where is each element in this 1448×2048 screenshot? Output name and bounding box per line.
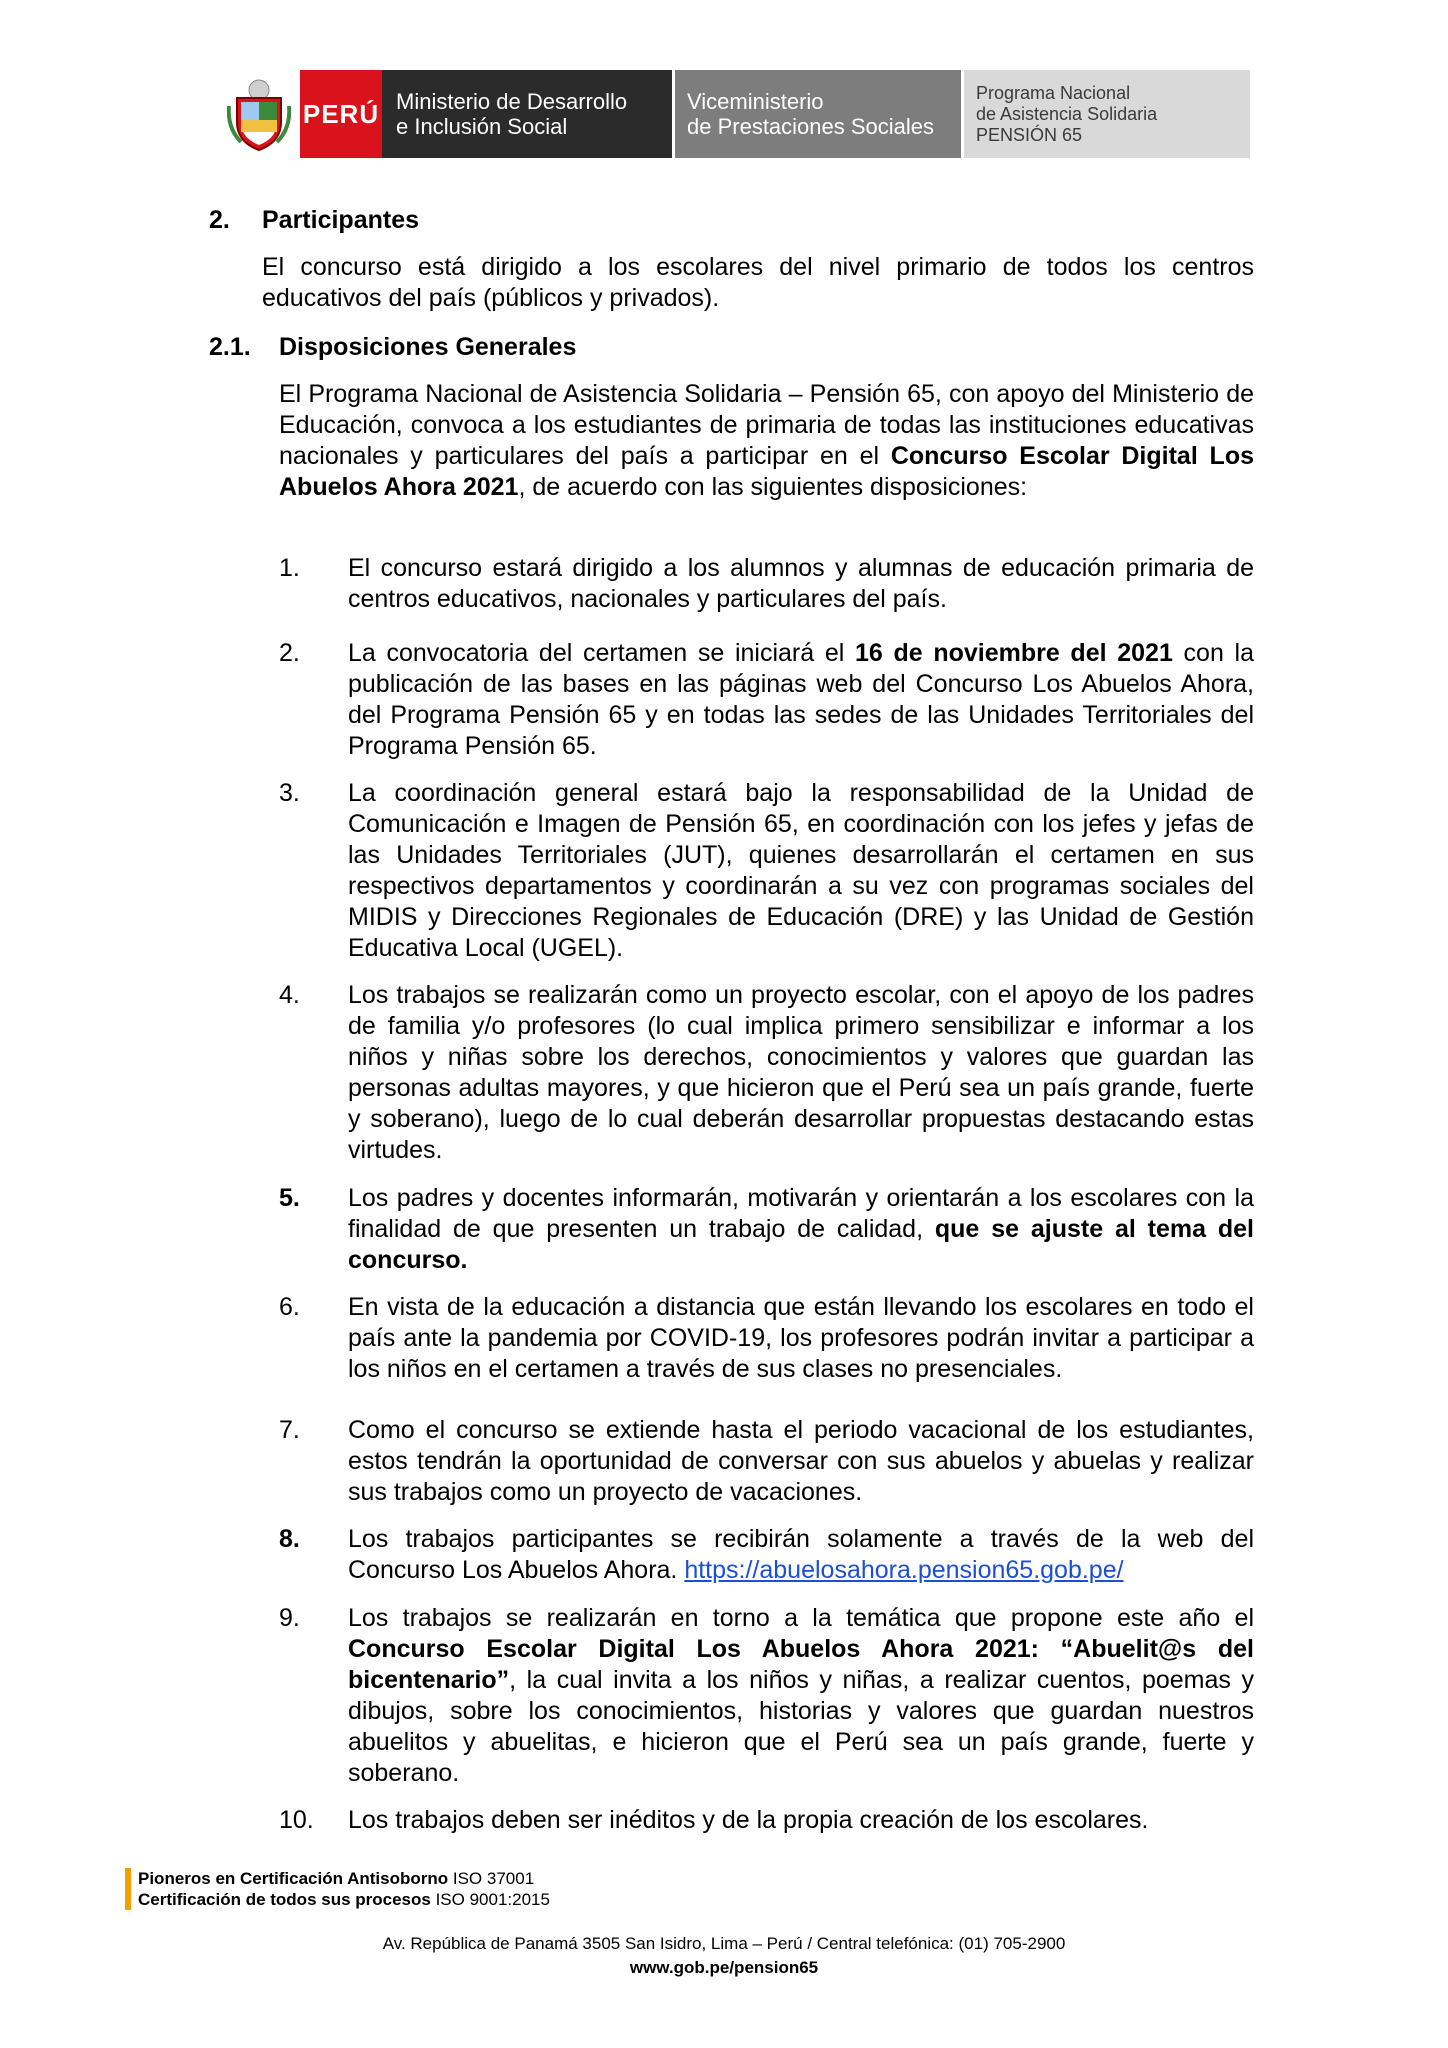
vice-line-1: Viceministerio — [687, 89, 824, 114]
item-2-text-a: La convocatoria del certamen se iniciará el — [348, 639, 855, 667]
intro-text-a: El Programa Nacional de Asistencia Solidaria – Pensión 65, con apoyo del Ministerio de Educación, convoca a los estudiantes de primaria de todas las instituciones educativas nacionales y particulares del país a participar en el — [279, 380, 1254, 470]
item-6-text: En vista de la educación a distancia que están llevando los escolares en todo el país ante la pandemia por COVID-19, los profesores podrán invitar a participar a los niños en el certamen a través de sus clases no presenciales. — [348, 1293, 1254, 1383]
viceministry-block — [675, 70, 961, 158]
program-line-3: PENSIÓN 65 — [976, 124, 1083, 145]
item-8-number: 8. — [279, 1525, 300, 1553]
certification-line-1 — [138, 1868, 534, 1889]
ministry-block — [382, 70, 672, 158]
ministry-line-1: Ministerio de Desarrollo — [396, 89, 628, 114]
section-21-number: 2.1. — [209, 333, 251, 361]
item-6-number: 6. — [279, 1293, 300, 1321]
program-block — [964, 70, 1250, 158]
section-21-intro — [279, 379, 1254, 503]
item-9-text-a: Los trabajos se realizarán en torno a la temática que propone este año el — [348, 1604, 1254, 1632]
cert-2-bold: Certificación de todos sus procesos — [138, 1890, 431, 1909]
item-9-number: 9. — [279, 1604, 300, 1632]
item-8-text — [348, 1524, 1254, 1586]
contest-website-link[interactable]: https://abuelosahora.pension65.gob.pe/ — [684, 1556, 1124, 1584]
item-7-text: Como el concurso se extiende hasta el periodo vacacional de los estudiantes, estos tendrán la oportunidad de conversar con sus abuelos y abuelas y realizar sus trabajos como un proyecto de vacaciones. — [348, 1416, 1254, 1506]
item-4-number: 4. — [279, 981, 300, 1009]
item-2-text — [348, 638, 1254, 762]
item-4-text: Los trabajos se realizarán como un proyecto escolar, con el apoyo de los padres de familia y/o profesores (lo cual implica primero sensibilizar e informar a los niños y niñas sobre los derechos, conocimientos y valores que guardan las personas adultas mayores, y que hicieron que el Perú sea un país grande, fuerte y soberano), luego de lo cual deberán desarrollar propuestas destacando estas virtudes. — [348, 981, 1254, 1164]
intro-text-bold: Concurso Escolar Digital Los Abuelos Ahora 2021 — [279, 442, 1254, 501]
item-9-text-b: , la cual invita a los niños y niñas, a realizar cuentos, poemas y dibujos, sobre los conocimientos, historias y valores que guardan nuestros abuelitos y abuelitas, e hicieron que el Perú sea un país grande, fuerte y soberano. — [348, 1666, 1254, 1787]
cert-1-bold: Pioneros en Certificación Antisoborno — [138, 1869, 449, 1888]
item-9-text-bold: Concurso Escolar Digital Los Abuelos Ahora 2021: “Abuelit@s del bicentenario” — [348, 1635, 1254, 1694]
item-5-text-bold: que se ajuste al tema del concurso. — [348, 1215, 1254, 1274]
footer-accent-bar — [125, 1868, 131, 1910]
coat-of-arms-icon — [218, 70, 300, 158]
cert-2-iso: ISO 9001:2015 — [430, 1890, 550, 1909]
item-8-text-a: Los trabajos participantes se recibirán solamente a través de la web del Concurso Los Abuelos Ahora. — [348, 1525, 1254, 1584]
item-3-number: 3. — [279, 779, 300, 807]
item-5-text-a: Los padres y docentes informarán, motivarán y orientarán a los escolares con la finalidad de que presenten un trabajo de calidad, — [348, 1184, 1254, 1243]
item-5-text — [348, 1183, 1254, 1276]
item-9-text — [348, 1603, 1254, 1789]
footer-address: Av. República de Panamá 3505 San Isidro, Lima – Perú / Central telefónica: (01) 705-2900 — [382, 1934, 1066, 1953]
certification-line-2 — [138, 1889, 550, 1910]
intro-text-b: , de acuerdo con las siguientes disposiciones: — [518, 473, 1028, 501]
peru-label: PERÚ — [300, 70, 382, 158]
item-3-text: La coordinación general estará bajo la responsabilidad de la Unidad de Comunicación e Imagen de Pensión 65, en coordinación con los jefes y jefas de las Unidades Territoriales (JUT), quienes desarrollarán el certamen en sus respectivos departamentos y coordinarán a su vez con programas sociales del MIDIS y Direcciones Regionales de Educación (DRE) y las Unidad de Gestión Educativa Local (UGEL). — [348, 779, 1254, 962]
section-2-title: Participantes — [262, 206, 420, 234]
item-1-text: El concurso estará dirigido a los alumnos y alumnas de educación primaria de centros educativos, nacionales y particulares del país. — [348, 554, 1254, 613]
item-2-date: 16 de noviembre del 2021 — [854, 639, 1173, 667]
section-2-number: 2. — [209, 206, 230, 234]
item-10-text: Los trabajos deben ser inéditos y de la propia creación de los escolares. — [348, 1806, 1149, 1834]
item-10-number: 10. — [279, 1806, 314, 1834]
item-7-number: 7. — [279, 1416, 300, 1444]
header-banner — [218, 70, 1252, 158]
section-21-title: Disposiciones Generales — [279, 333, 577, 361]
ministry-line-2: e Inclusión Social — [396, 114, 568, 139]
cert-1-iso: ISO 37001 — [448, 1869, 535, 1888]
item-2-number: 2. — [279, 639, 300, 667]
section-2-text: El concurso está dirigido a los escolares del nivel primario de todos los centros educativos del país (públicos y privados). — [262, 253, 1254, 312]
item-2-text-b: con la publicación de las bases en las páginas web del Concurso Los Abuelos Ahora, del Programa Pensión 65 y en todas las sedes de las Unidades Territoriales del Programa Pensión 65. — [348, 639, 1254, 760]
item-5-number: 5. — [279, 1184, 300, 1212]
program-line-1: Programa Nacional — [976, 82, 1131, 103]
program-line-2: de Asistencia Solidaria — [976, 103, 1158, 124]
item-1-number: 1. — [279, 554, 300, 582]
vice-line-2: de Prestaciones Sociales — [687, 114, 935, 139]
footer-website: www.gob.pe/pension65 — [629, 1958, 819, 1977]
